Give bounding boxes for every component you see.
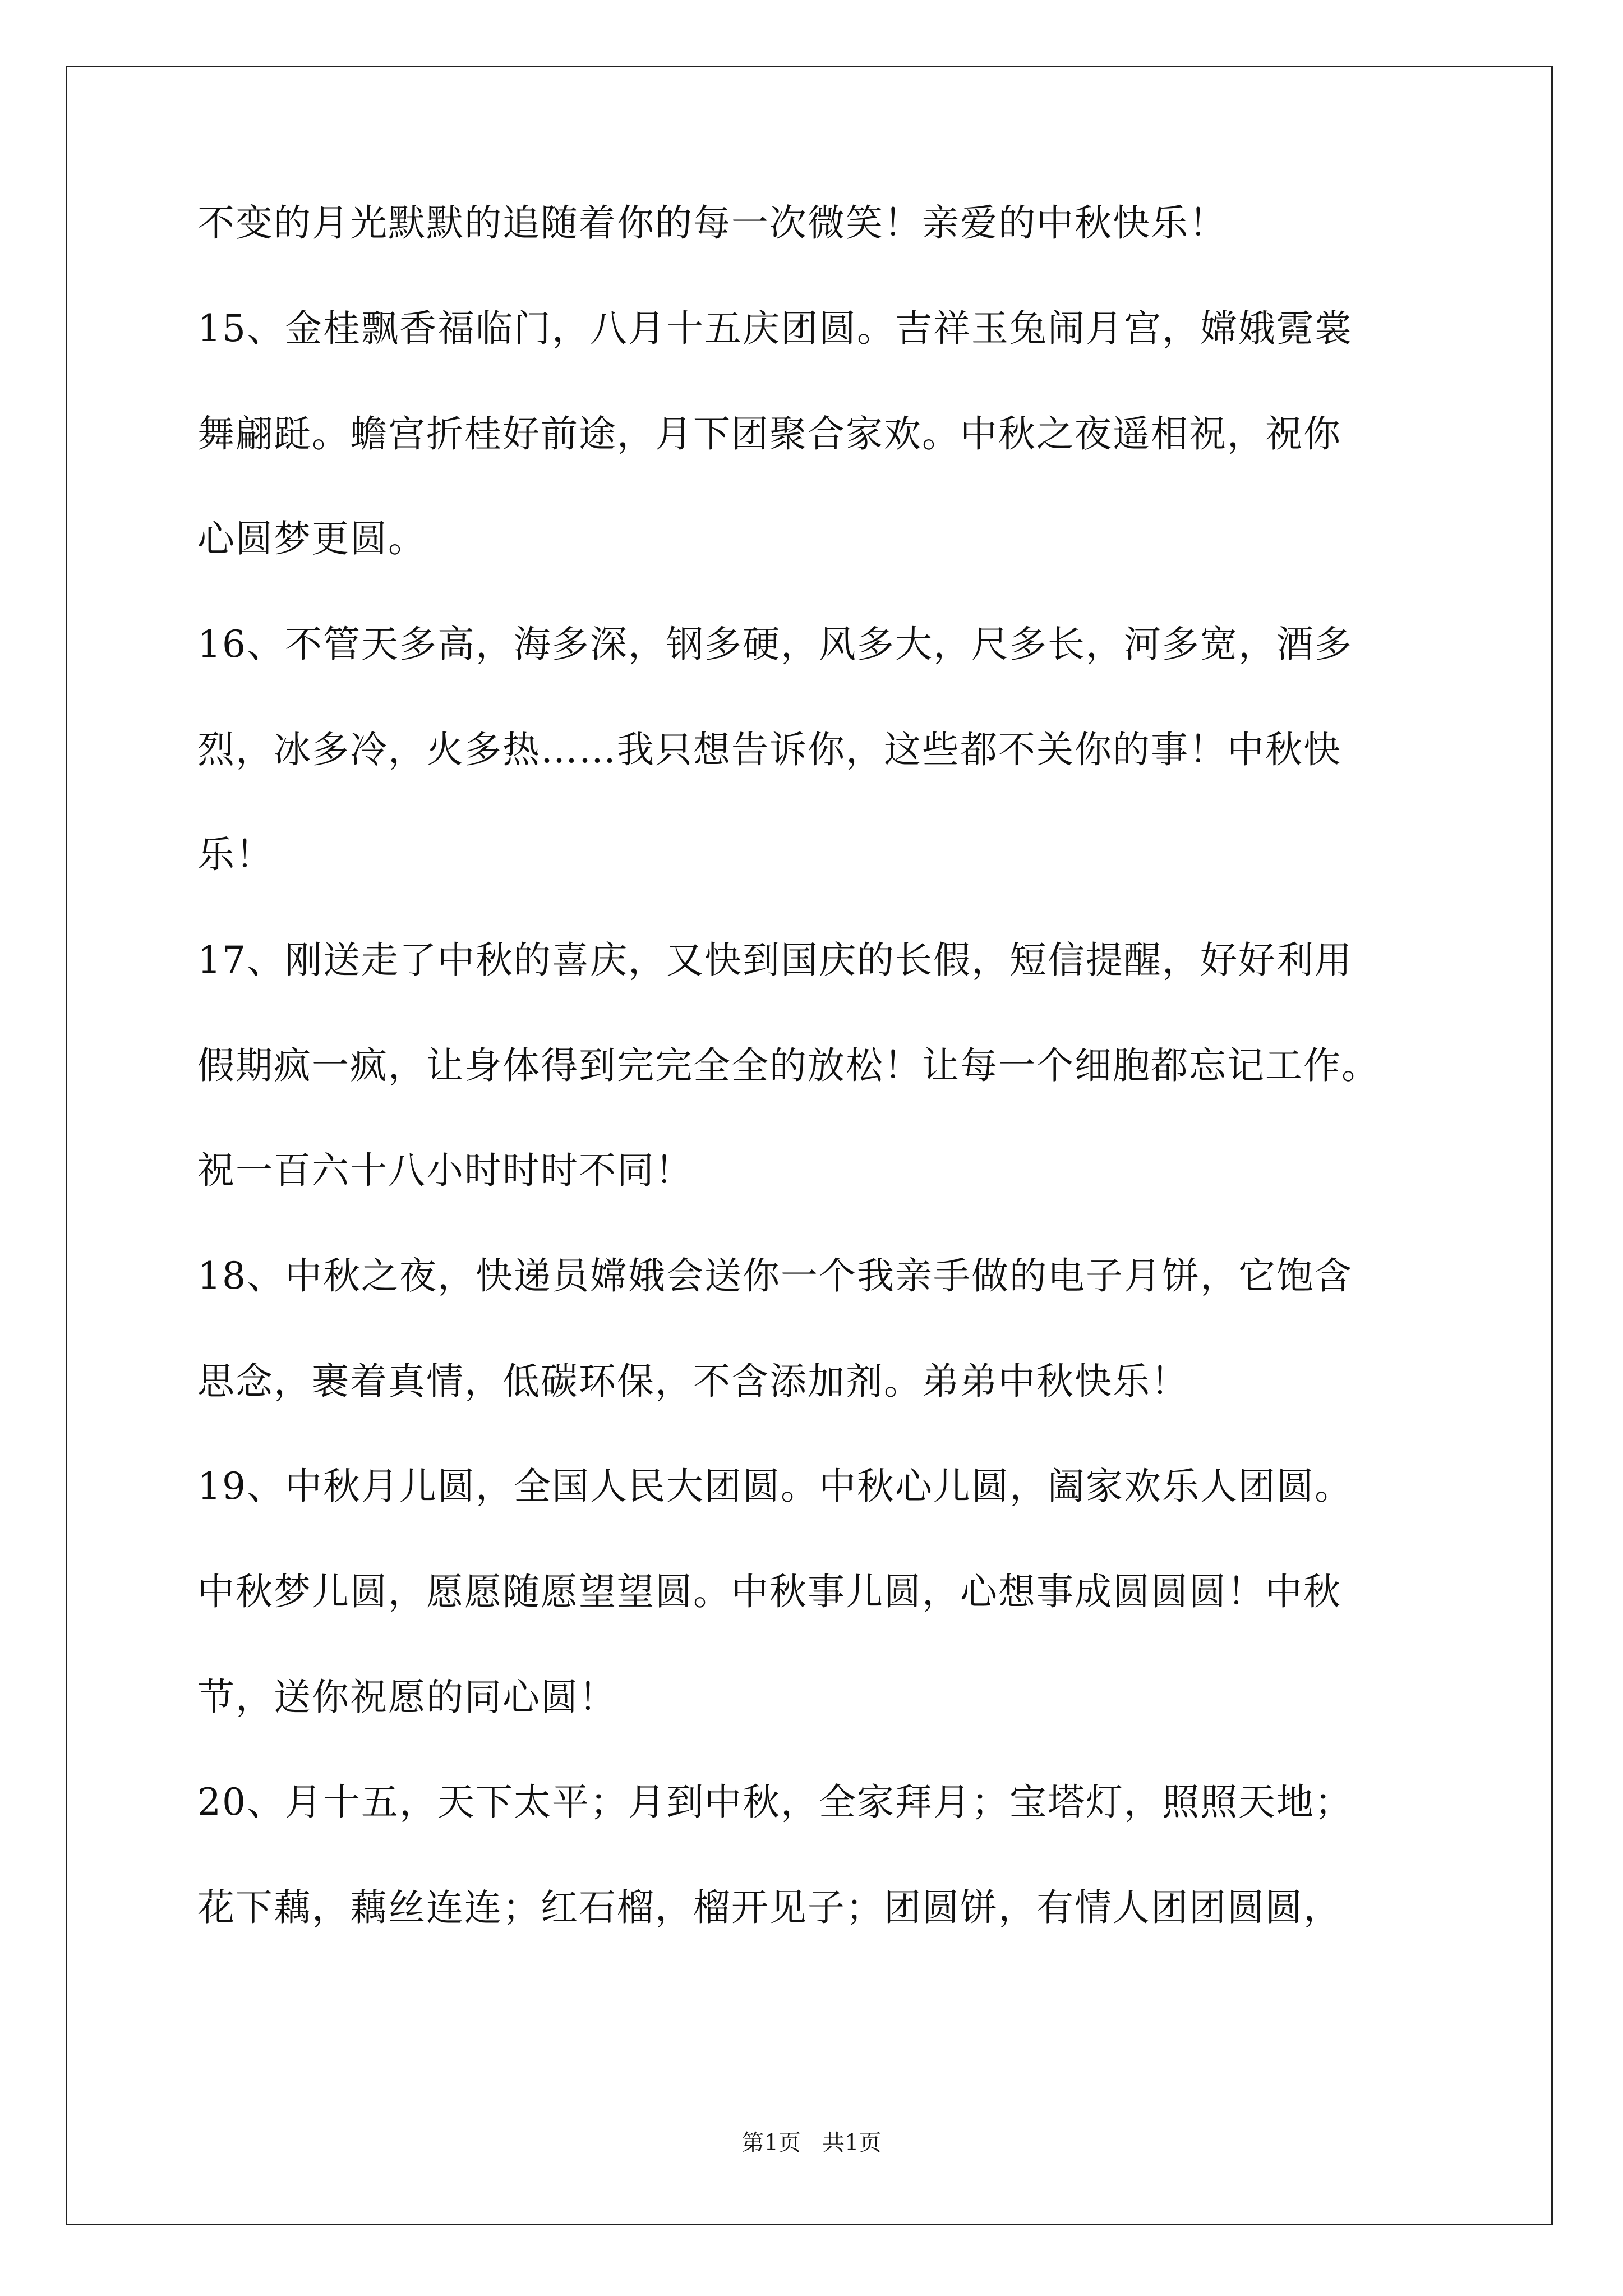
text-line: 假期疯一疯，让身体得到完完全全的放松！让每一个细胞都忘记工作。: [197, 1044, 1380, 1087]
text-line: 不变的月光默默的追随着你的每一次微笑！亲爱的中秋快乐！: [197, 201, 1227, 245]
text-line: 祝一百六十八小时时时不同！: [197, 1149, 693, 1192]
text-line: 15、金桂飘香福临门，八月十五庆团圆。吉祥玉兔闹月宫，嫦娥霓裳: [197, 307, 1353, 350]
page-footer: 第1页 共1页: [741, 2130, 882, 2156]
text-line: 花下藕，藕丝连连；红石榴，榴开见子；团圆饼，有情人团团圆圆，: [197, 1886, 1341, 1929]
text-line: 烈，冰多冷，火多热……我只想告诉你，这些都不关你的事！中秋快: [197, 728, 1341, 771]
text-line: 19、中秋月儿圆，全国人民大团圆。中秋心儿圆，阖家欢乐人团圆。: [197, 1465, 1353, 1508]
text-line: 18、中秋之夜，快递员嫦娥会送你一个我亲手做的电子月饼，它饱含: [197, 1254, 1353, 1297]
text-line: 节，送你祝愿的同心圆！: [197, 1676, 617, 1719]
text-line: 17、刚送走了中秋的喜庆，又快到国庆的长假，短信提醒，好好利用: [197, 938, 1353, 982]
text-line: 心圆梦更圆。: [197, 517, 426, 560]
text-line: 16、不管天多高，海多深，钢多硬，风多大，尺多长，河多宽，酒多: [197, 623, 1353, 666]
text-line: 中秋梦儿圆，愿愿随愿望望圆。中秋事儿圆，心想事成圆圆圆！中秋: [197, 1570, 1341, 1613]
text-line: 乐！: [197, 833, 274, 876]
text-line: 20、月十五，天下太平；月到中秋，全家拜月；宝塔灯，照照天地；: [197, 1780, 1353, 1824]
text-line: 舞翩跹。蟾宫折桂好前途，月下团聚合家欢。中秋之夜遥相祝，祝你: [197, 412, 1341, 455]
text-line: 思念，裹着真情，低碳环保，不含添加剂。弟弟中秋快乐！: [197, 1360, 1189, 1403]
